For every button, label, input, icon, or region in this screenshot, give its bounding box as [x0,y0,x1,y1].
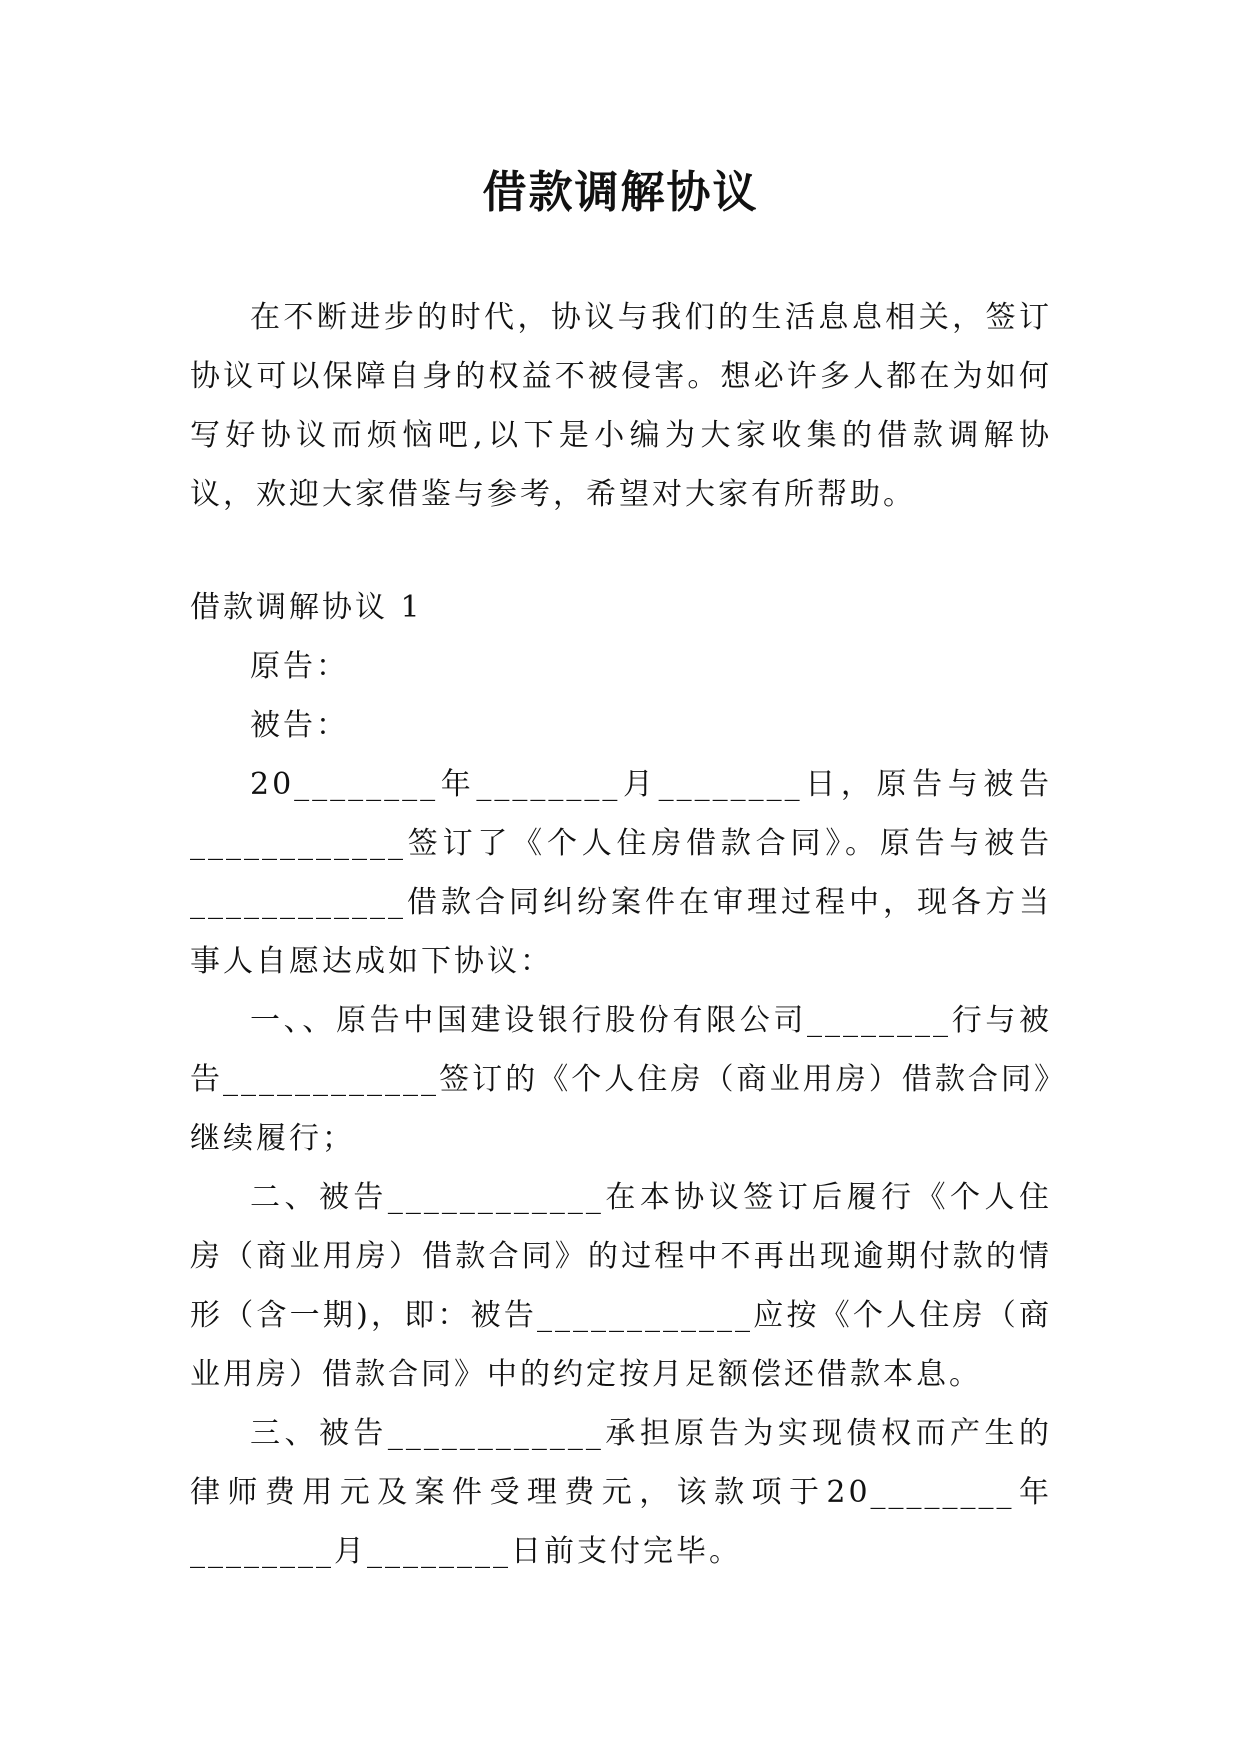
agreement-clause-2: 二、被告____________在本协议签订后履行《个人住房（商业用房）借款合同》的过程中不再出现逾期付款的情形（含一期)，即：被告____________应按《个人住房（商业用房）借款合同》中的约定按月足额偿还借款本息。 [190,1180,1052,1392]
intro-paragraph: 在不断进步的时代，协议与我们的生活息息相关，签订协议可以保障自身的权益不被侵害。想必许多人都在为如何写好协议而烦恼吧,以下是小编为大家收集的借款调解协议，欢迎大家借鉴与参考，希望对大家有所帮助。 [190,300,1052,512]
paragraph-spacer [190,524,1052,578]
plaintiff-line: 原告： [250,649,349,684]
defendant-line: 被告： [250,708,349,743]
agreement-clause-3: 三、被告____________承担原告为实现债权而产生的律师费用元及案件受理费元，该款项于20________年________月________日前支付完毕。 [190,1416,1052,1569]
section-heading: 借款调解协议 1 [190,590,423,625]
document-body [190,288,1052,1581]
document-title: 借款调解协议 [482,167,759,218]
agreement-paragraph-1: 20________年________月________日，原告与被告____________签订了《个人住房借款合同》。原告与被告____________借款合同纠纷案件在审理过程中，现各方当事人自愿达成如下协议： [190,767,1052,979]
agreement-clause-1: 一、、原告中国建设银行股份有限公司________行与被告____________签订的《个人住房（商业用房）借款合同》继续履行； [190,1003,1052,1156]
